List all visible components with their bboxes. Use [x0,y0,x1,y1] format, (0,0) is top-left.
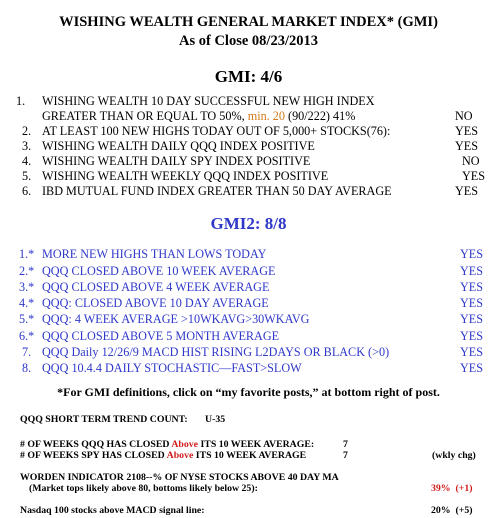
gmi2-item-1-num: 1.* [19,247,35,261]
worden-indicator-value [431,483,473,494]
trend-count-value: U-35 [205,414,226,425]
nasdaq-macd-value [431,505,473,516]
weeks-qqq-above-highlight: Above [171,439,199,450]
gmi2-item-3-num: 3.* [19,280,35,294]
gmi2-item-3-text: QQQ CLOSED ABOVE 4 WEEK AVERAGE [42,280,270,294]
gmi-item-1-cont-pre: GREATER THAN OR EQUAL TO 50%, [42,109,248,123]
gmi2-item-1-answer: YES [460,247,484,261]
nasdaq-macd-label: Nasdaq 100 stocks above MACD signal line: [20,505,205,516]
gmi-item-5-num: 5. [22,169,32,183]
gmi2-item-2-text: QQQ CLOSED ABOVE 10 WEEK AVERAGE [42,264,276,278]
gmi-item-2-text: AT LEAST 100 NEW HIGHS TODAY OUT OF 5,000+ STOCKS(76): [42,124,391,138]
weeks-qqq-pre: # OF WEEKS QQQ HAS CLOSED [20,439,172,450]
weeks-qqq-line [20,439,314,450]
gmi-item-3-answer: YES [455,139,479,153]
gmi2-item-2-answer: YES [460,264,484,278]
gmi-item-4-answer: NO [462,154,480,168]
page-title: WISHING WEALTH GENERAL MARKET INDEX* (GMI) [59,14,438,30]
worden-indicator-note: (Market tops likely above 80, bottoms likely below 25): [29,483,258,494]
gmi-item-4-text: WISHING WEALTH DAILY SPY INDEX POSITIVE [42,154,311,168]
gmi-item-3-text: WISHING WEALTH DAILY QQQ INDEX POSITIVE [42,139,315,153]
weeks-spy-value: 7 [343,450,348,461]
gmi2-heading: GMI2: 8/8 [210,214,287,233]
gmi2-item-7-answer: YES [460,345,484,359]
gmi2-item-5-text: QQQ: 4 WEEK AVERAGE >10WKAVG>30WKAVG [42,312,310,326]
weeks-qqq-value: 7 [343,439,348,450]
gmi-item-1-text: WISHING WEALTH 10 DAY SUCCESSFUL NEW HIGH INDEX [42,94,375,108]
trend-count-label: QQQ SHORT TERM TREND COUNT: [20,414,188,425]
gmi2-item-8-text: QQQ 10.4.4 DAILY STOCHASTIC—FAST>SLOW [42,361,302,375]
weeks-spy-line [20,450,306,461]
definitions-note: *For GMI definitions, click on “my favorite posts,” at bottom right of post. [57,385,440,399]
gmi-item-6-num: 6. [22,184,32,198]
gmi-item-1-min-highlight: min. 20 [247,109,285,123]
weeks-spy-pre: # OF WEEKS SPY HAS CLOSED [20,450,167,461]
worden-indicator-label: WORDEN INDICATOR 2108--% OF NYSE STOCKS ABOVE 40 DAY MA [20,472,339,483]
gmi-item-6-text: IBD MUTUAL FUND INDEX GREATER THAN 50 DAY AVERAGE [42,184,392,198]
gmi-item-2-num: 2. [22,124,32,138]
gmi2-item-8-answer: YES [460,361,484,375]
gmi-heading: GMI: 4/6 [214,67,283,86]
gmi2-item-6-num: 6.* [19,329,35,343]
gmi2-item-7-num: 7. [22,345,32,359]
gmi2-item-7-text: QQQ Daily 12/26/9 MACD HIST RISING L2DAYS OR BLACK (>0) [42,345,390,359]
weeks-spy-post: ITS 10 WEEK AVERAGE [193,450,307,461]
gmi-item-2-answer: YES [455,124,479,138]
gmi2-item-6-text: QQQ CLOSED ABOVE 5 MONTH AVERAGE [42,329,280,343]
weekly-change-label: (wkly chg) [432,450,476,461]
gmi2-item-4-num: 4.* [19,296,35,310]
gmi-item-5-text: WISHING WEALTH WEEKLY QQQ INDEX POSITIVE [42,169,329,183]
gmi2-item-4-answer: YES [460,296,484,310]
gmi2-item-5-num: 5.* [19,312,35,326]
nasdaq-value: 20% [431,505,451,516]
weeks-spy-above-highlight: Above [166,450,194,461]
gmi-item-5-answer: YES [462,169,486,183]
gmi-item-4-num: 4. [22,154,32,168]
worden-value: 39% [431,483,451,494]
gmi2-item-3-answer: YES [460,280,484,294]
page-date: As of Close 08/23/2013 [179,33,318,49]
gmi-item-1-answer: NO [455,109,473,123]
gmi-item-3-num: 3. [22,139,32,153]
weeks-qqq-post: ITS 10 WEEK AVERAGE: [198,439,315,450]
nasdaq-change: (+5) [455,505,473,516]
gmi2-item-4-text: QQQ: CLOSED ABOVE 10 DAY AVERAGE [42,296,269,310]
gmi2-item-2-num: 2.* [19,264,35,278]
gmi-item-1-num: 1. [16,94,26,108]
gmi2-item-1-text: MORE NEW HIGHS THAN LOWS TODAY [42,247,267,261]
gmi-item-1-cont-post: (90/222) 41% [284,109,356,123]
worden-change: (+1) [455,483,473,494]
gmi2-item-6-answer: YES [460,329,484,343]
gmi-item-6-answer: YES [455,184,479,198]
gmi-item-1-continuation [42,109,355,124]
gmi2-item-5-answer: YES [460,312,484,326]
gmi2-item-8-num: 8. [22,361,32,375]
